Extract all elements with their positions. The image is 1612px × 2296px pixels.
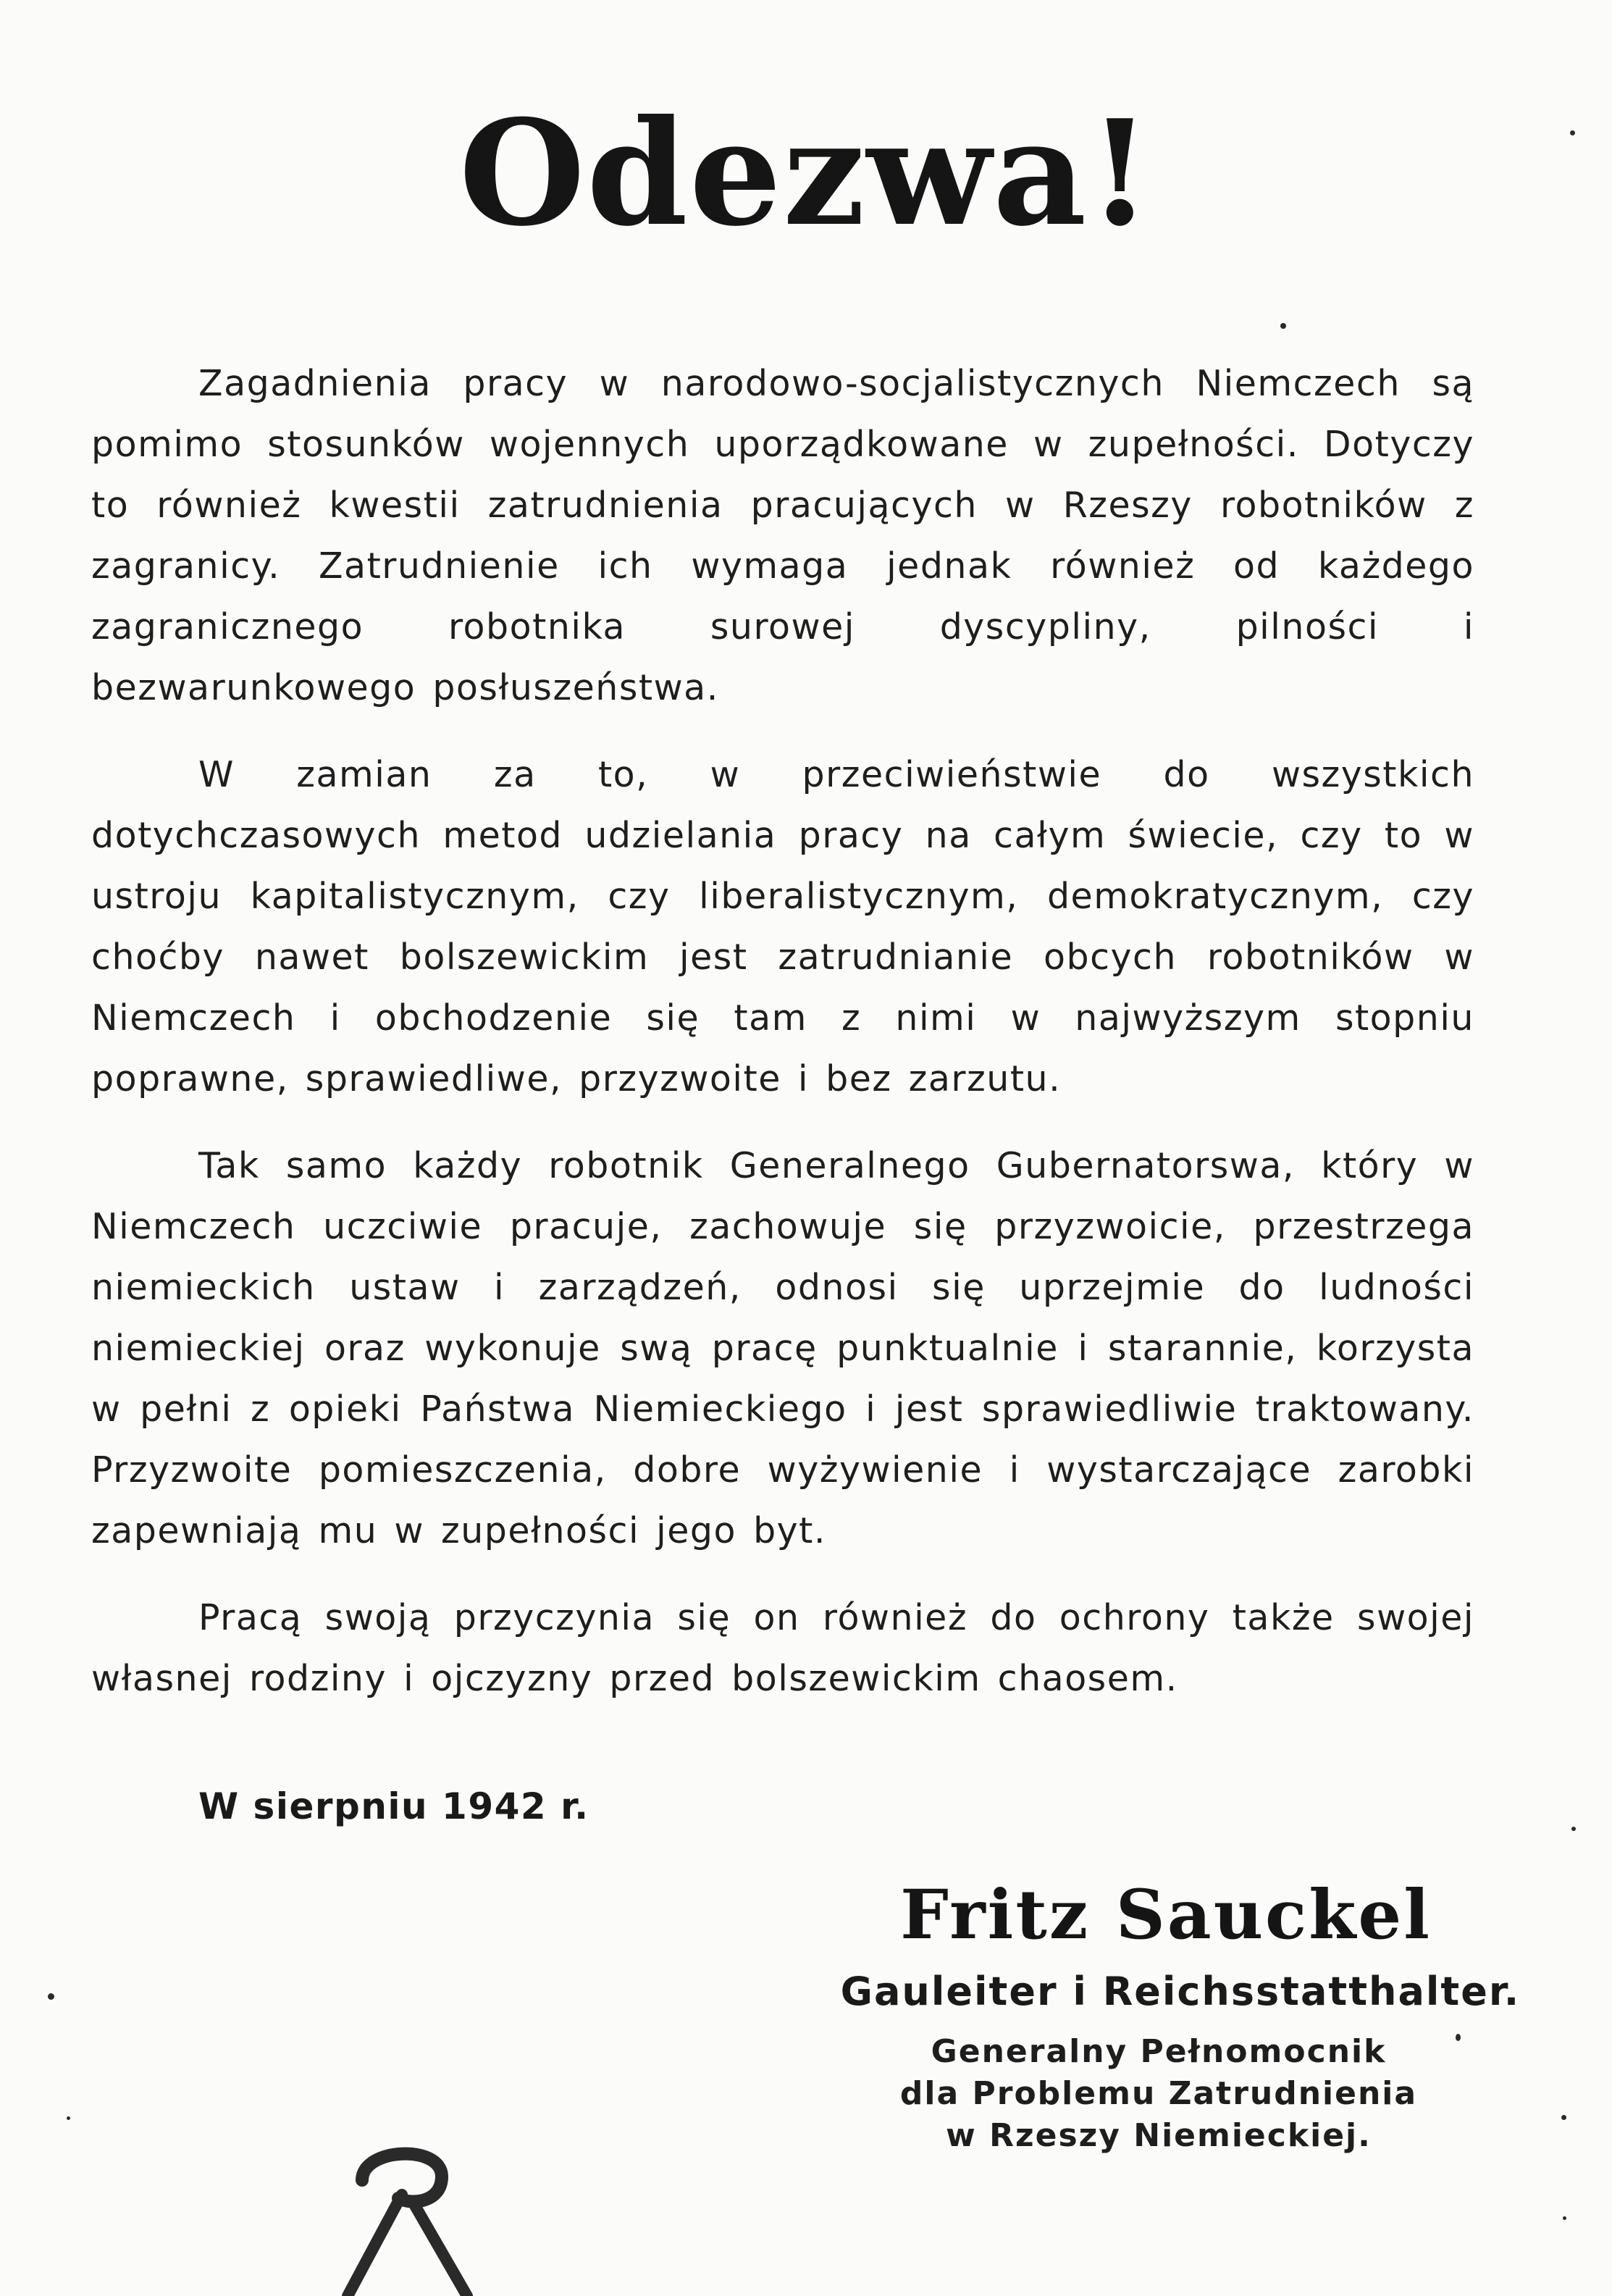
paragraph-4: Pracą swoją przyczynia się on również do ochrony także swojej własnej rodziny i ojczyzny przed bolszewickim chaosem. [91, 1597, 1474, 1699]
signatory-role-line: w Rzeszy Niemieckiej. [946, 2117, 1372, 2154]
scan-speck [1571, 1827, 1576, 1831]
signatory-role-line: dla Problemu Zatrudnienia [899, 2075, 1418, 2112]
scan-speck [1456, 2034, 1461, 2041]
document-title: Odezwa! [458, 88, 1154, 259]
scan-speck [1570, 130, 1575, 135]
date-line: W sierpniu 1942 r. [198, 1785, 589, 1827]
signatory-title: Gauleiter i Reichsstatthalter. [840, 1969, 1521, 2014]
paragraph-3: Tak samo każdy robotnik Generalnego Gubernatorswa, który w Niemczech uczciwie pracuje, zachowuje się przyzwoicie, przestrzega niemieckich ustaw i zarządzeń, odnosi się uprzejmie do ludności niemieckiej oraz wykonuje swą pracę punktualnie i starannie, korzysta w pełni z opieki Państwa Niemieckiego i jest sprawiedliwie traktowany. Przyzwoite pomieszczenia, dobre wyżywienie i wystarczające zarobki zapewniają mu w zupełności jego byt. [91, 1145, 1474, 1551]
signature-block [797, 1869, 1521, 2157]
signatory-name: Fritz Sauckel [900, 1875, 1432, 1955]
signatory-role-line: Generalny Pełnomocnik [931, 2033, 1387, 2070]
scan-speck [1561, 2115, 1566, 2120]
scan-speck [1563, 2216, 1566, 2220]
scan-speck [67, 2116, 70, 2120]
signatory-role [797, 2031, 1521, 2157]
body-text [91, 353, 1474, 1735]
paragraph-1: Zagadnienia pracy w narodowo-socjalistycznych Niemczech są pomimo stosunków wojennych uporządkowane w zupełności. Dotyczy to również kwestii zatrudnienia pracujących w Rzeszy robotników z zagranicy. Zatrudnienie ich wymaga jednak również od każdego zagranicznego robotnika surowej dyscypliny, pilności i bezwarunkowego posłuszeństwa. [91, 363, 1474, 708]
paragraph-2: W zamian za to, w przeciwieństwie do wszystkich dotychczasowych metod udzielania pracy na całym świecie, czy to w ustroju kapitalistycznym, czy liberalistycznym, demokratycznym, czy choćby nawet bolszewickim jest zatrudnianie obcych robotników w Niemczech i obchodzenie się tam z nimi w najwyższym stopniu poprawne, sprawiedliwe, przyzwoite i bez zarzutu. [91, 754, 1474, 1099]
stamp-fragment-icon [333, 2137, 478, 2296]
scan-speck [1280, 323, 1286, 329]
scan-speck [48, 1993, 54, 2000]
